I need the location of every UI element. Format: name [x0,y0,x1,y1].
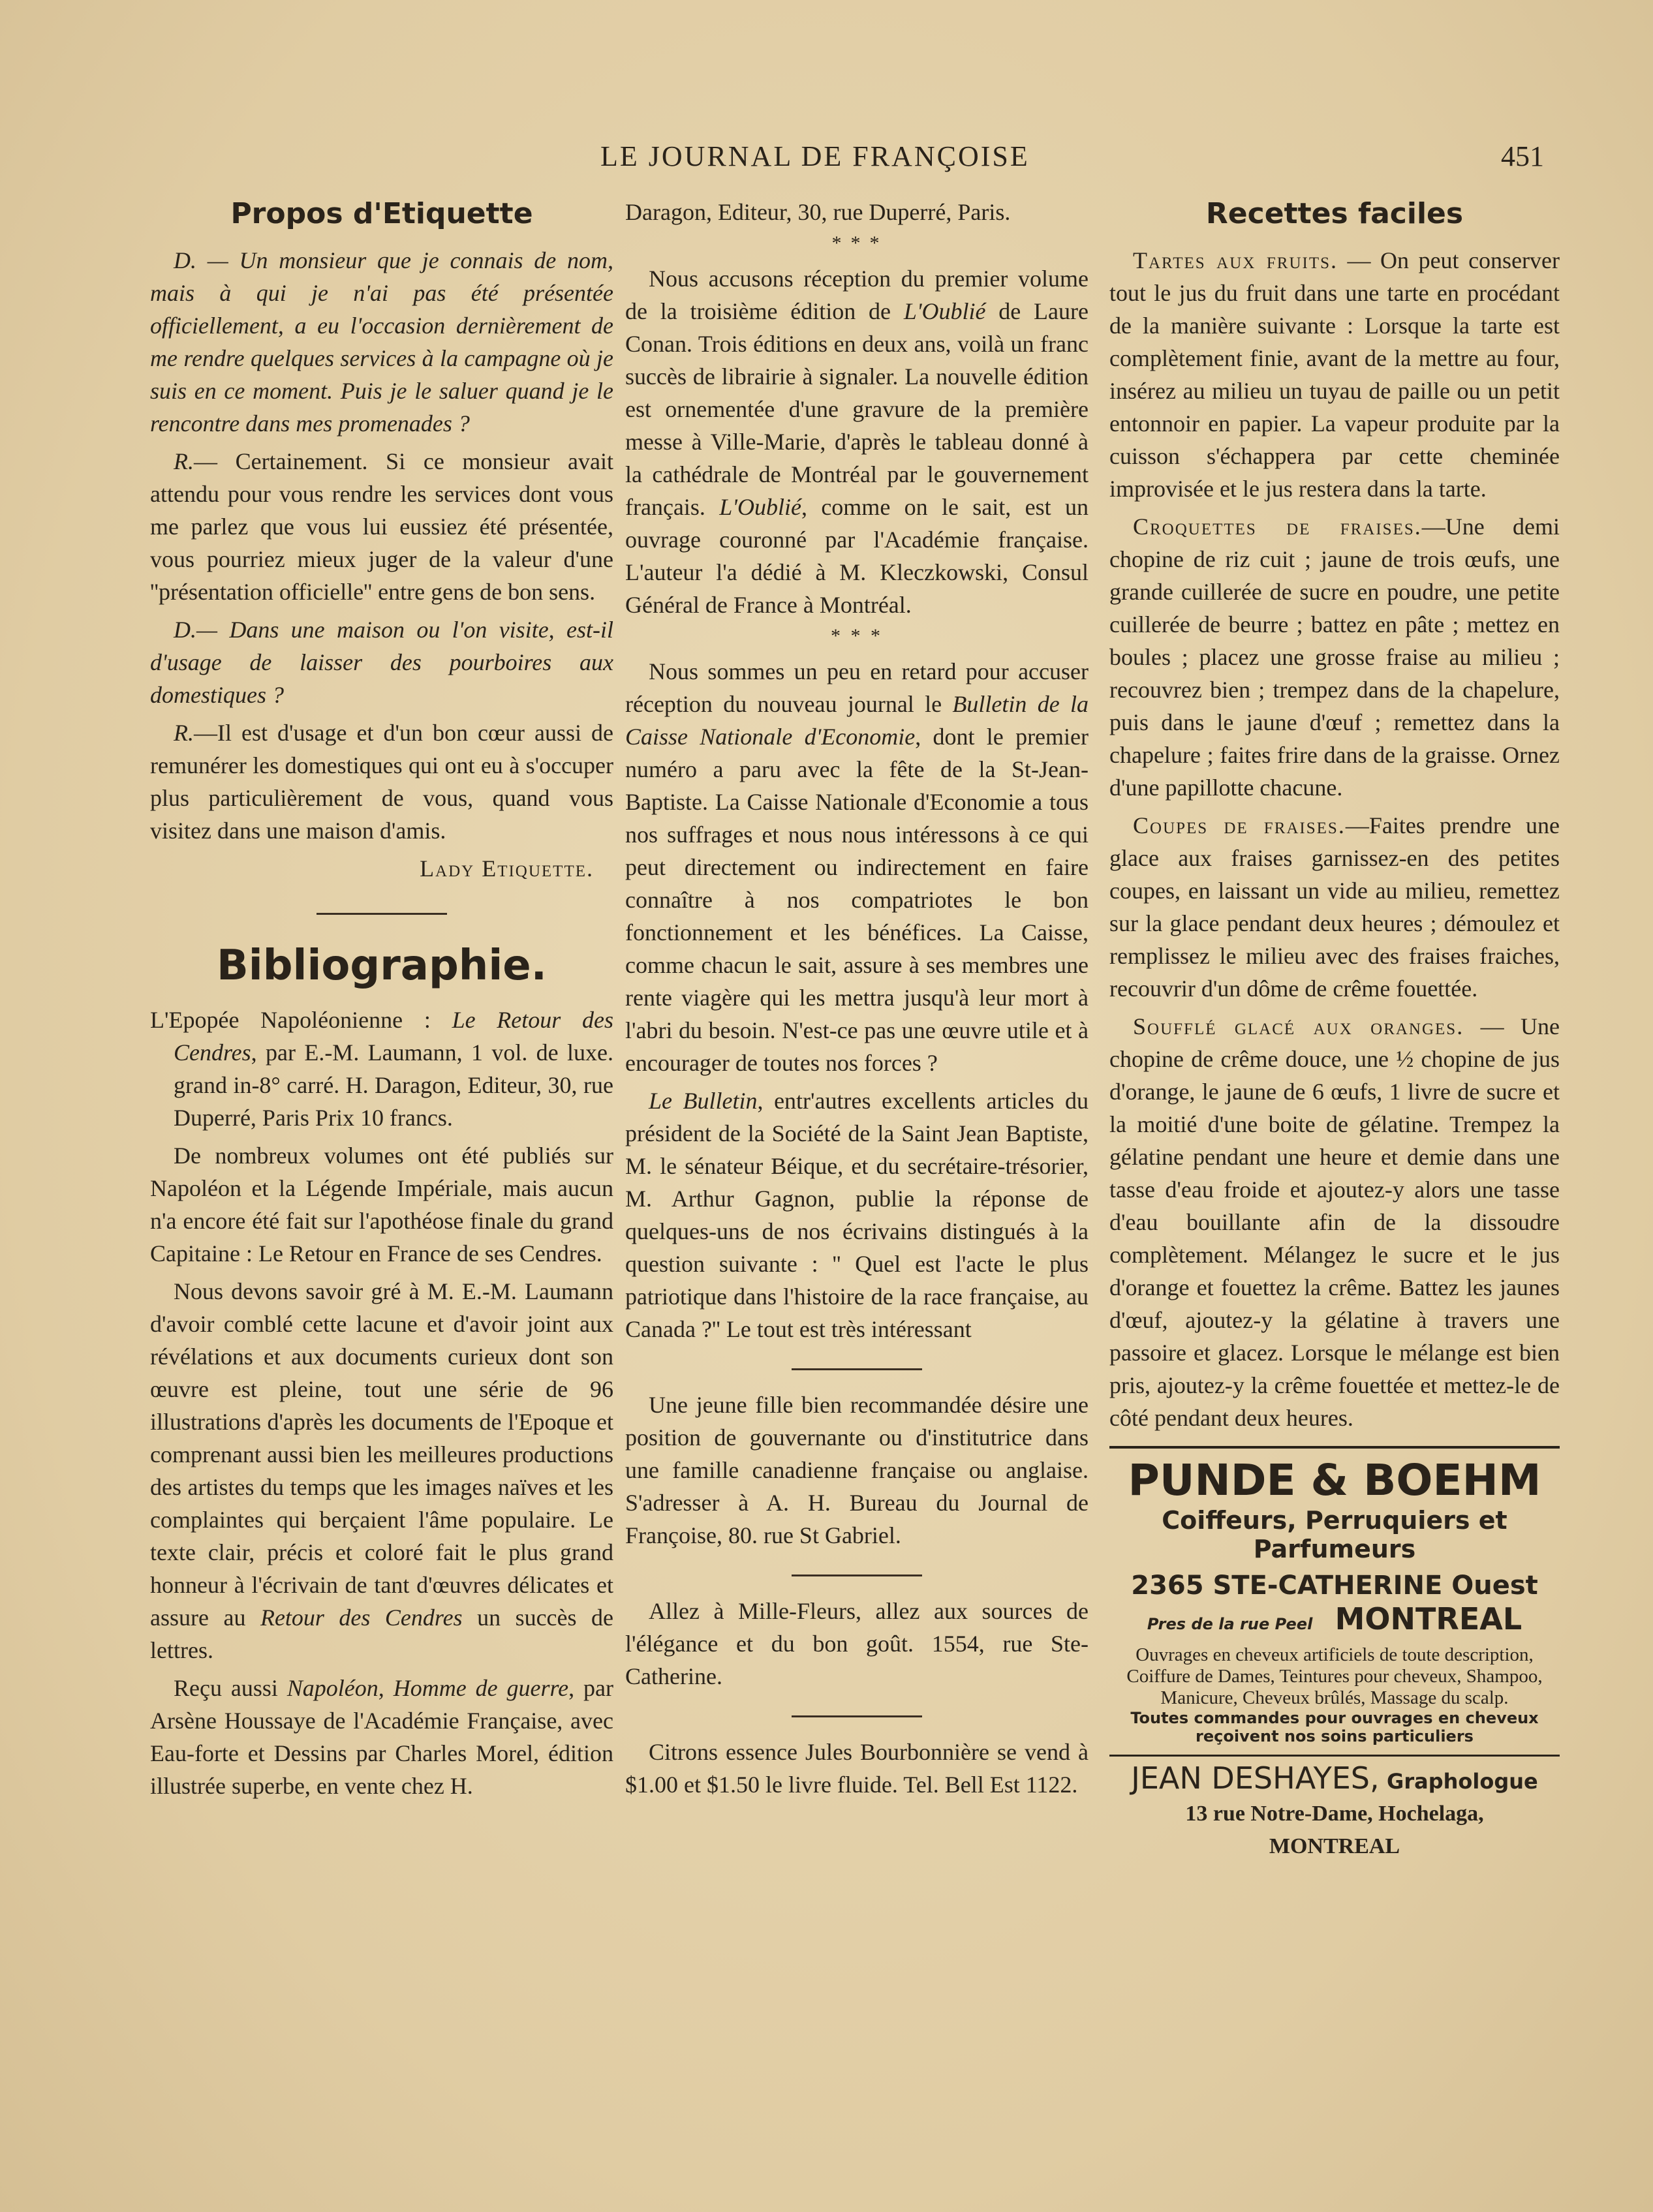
para-text: , dont le premier numéro a paru avec la fête de la St-Jean-Baptiste. La Caisse Nationale d'Economie a tous nos suffrages et nous nous intéressons à ce qui peut directement ou indirectement en faire connaître à nos compatriotes le bon fonctionnement et les bénéfices. La Caisse, comme chacun le sait, assure à ses membres une rente viagère qui les mettra jusqu'à leur mort à l'abri du besoin. N'est-ce pas une œuvre utile et à encourager de toutes nos forces ? [625,724,1089,1076]
recipe-text: — Une chopine de crême douce, une ½ chopine de jus d'orange, le jaune de 6 œufs, 1 livre de sucre et la moitié d'une boite de gélatine. Trempez la gélatine pendant une heure et demie dans une tasse d'eau froide et ajoutez-y alors une tasse d'eau bouillante afin de la dissoudre complètement. Mélangez le sucre et le jus d'orange et fouettez la crême. Battez les jaunes d'œuf, ajoutez-y la gélatine à travers une passoire et glacez. Lorsque le mélange est bien pris, ajoutez-y la crême fouettée et mettez-le de côté pendant deux heures. [1109,1013,1560,1431]
para-text: , comme on le sait, est un ouvrage couronné par l'Académie française. L'auteur l'a dédié à M. Kleczkowski, Consul Général de France à Montréal. [625,494,1089,618]
page-number: 451 [1501,140,1544,172]
advert-pres: Pres de la rue Peel [1147,1615,1313,1633]
answer-text: — Certainement. Si ce monsieur avait attendu pour vous rendre les services dont vous me parlez que vous lui eussiez été présentée, vous pourriez mieux juger de la valeur d'une ''présentation officielle'' entre gens de bon sens. [150,448,613,605]
recettes-title: Recettes faciles [1205,197,1464,230]
advert-location [1109,1603,1560,1640]
book-title: Napoléon, Homme de guerre [286,1675,569,1701]
running-header: LE JOURNAL DE FRANÇOISE [600,140,1030,172]
para-text: Reçu aussi [174,1675,287,1701]
journal-title: Bulletin de la Caisse Nationale d'Economie [625,691,1089,750]
advert-role: Graphologue [1387,1769,1538,1794]
para-text: , par Arsène Houssaye de l'Académie Française, avec Eau-forte et Dessins par Charles Morel, édition illustrée superbe, en vente chez H. [150,1675,614,1799]
recipe-name: Coupes de fraises. [1133,812,1346,838]
recipe-name: Soufflé glacé aux oranges. [1133,1013,1464,1039]
recipe-tartes [1109,244,1560,505]
etiquette-answer-2 [150,716,613,847]
biblio-paragraph-2 [150,1275,613,1667]
asterism: * * * [831,625,883,647]
ornament-divider [625,1557,1089,1590]
book-title: L'Oublié [719,494,801,520]
recipe-text: —Une demi chopine de riz cuit ; jaune de trois œufs, une grande cuillerée de sucre en poudre, une petite cuillerée de beurre ; battez en pâte ; mettez en boules ; placez une grosse fraise au milieu ; recouvrez bien ; trempez dans de la chapelure, puis dans le jaune d'œuf ; remettez dans la chapelure ; faites frire dans de la graisse. Ornez d'une papillotte chacune. [1109,514,1560,801]
advert-description: Ouvrages en cheveux artificiels de toute description, Coiffure de Dames, Teintures pour cheveux, Shampoo, Manicure, Cheveux brûlés, Massage du scalp. [1126,1644,1543,1708]
question-label: D. [174,617,196,643]
entry-text: , par E.-M. Laumann, 1 vol. de luxe. grand in-8° carré. H. Daragon, Editeur, 30, rue Duperré, Paris Prix 10 francs. [174,1039,613,1131]
recipe-croquettes [1109,510,1560,804]
advert-address: 2365 STE-CATHERINE Ouest [1131,1571,1538,1601]
advert-city: MONTREAL [1269,1834,1400,1858]
recipe-coupes [1109,809,1560,1005]
advert-city: MONTREAL [1335,1601,1522,1636]
notice-mille-fleurs: Allez à Mille-Fleurs, allez aux sources de l'élégance et du bon goût. 1554, rue Ste-Catherine. [625,1598,1089,1689]
notice-gouvernante: Une jeune fille bien recommandée désire une position de gouvernante ou d'institutrice dans une famille canadienne française ou anglaise. S'adresser à A. H. Bureau du Journal de Françoise, 80. rue St Gabriel. [625,1392,1089,1548]
answer-label: R. [174,448,194,474]
question-label: D. [174,247,196,273]
entry-title: Le Retour des Cendres [174,1007,614,1066]
para-text: Nous sommes un peu en retard pour accuser réception du nouveau journal le [625,658,1089,717]
advert-deshayes [1109,1755,1560,1863]
etiquette-question-1 [150,244,613,440]
question-text: — Dans une maison ou l'on visite, est-il d'usage de laisser des pourboires aux domestiques ? [150,617,613,708]
asterism: * * * [831,232,882,254]
advert-address: 13 rue Notre-Dame, Hochelaga, [1185,1802,1484,1826]
para-text: Nous devons savoir gré à M. E.-M. Laumann d'avoir comblé cette lacune et d'avoir joint aux révélations et aux documents curieux dont son œuvre est pleine, tout une série de 96 illustrations d'après les documents de l'Epoque et comprenant aussi bien les meilleures productions des artistes du temps que les images naïves et les complaintes qui berçaient l'âme populaire. Le texte clair, précis et coloré fait le plus grand honneur à l'écrivain de tant d'œuvres délicates et assure au [150,1278,613,1631]
recipe-text: — On peut conserver tout le jus du fruit dans une tarte en procédant de la manière suivante : Lorsque la tarte est complètement finie, avant de la mettre au four, insérez au milieu un tuyau de paille ou un petit entonnoir en papier. La vapeur produite par la cuisson s'échappera par cette cheminée improvisée et le jus restera dans la tarte. [1109,247,1560,502]
ornament-divider [150,895,613,928]
para-text: , entr'autres excellents articles du président de la Société de la Saint Jean Baptiste, M. le sénateur Béique, et du secrétaire-trésorier, M. Arthur Gagnon, publie la réponse de quelques-uns de nos écrivains distingués à la question suivante : '' Quel est l'acte le plus patriotique dans l'histoire de la race française, au Canada ?'' Le tout est très intéressant [625,1088,1089,1342]
notice-citrons: Citrons essence Jules Bourbonnière se vend à $1.00 et $1.50 le livre fluide. Tel. Bell Est 1122. [625,1739,1089,1798]
recipe-name: Croquettes de fraises. [1133,514,1422,540]
para-text: de Laure Conan. Trois éditions en deux ans, voilà un franc succès de librairie à signaler. La nouvelle édition est ornementée d'une gravure de la première messe à Ville-Marie, d'après le tableau donné à la cathédrale de Montréal par le gouvernement français. [625,298,1089,520]
para-text: un succès de lettres. [150,1605,614,1663]
etiquette-title: Propos d'Etiquette [230,197,533,230]
biblio-paragraph-5 [625,655,1089,1079]
book-title: L'Oublié [903,298,986,324]
biblio-paragraph-4 [625,262,1089,621]
column-1 [150,196,613,1807]
column-2 [625,196,1089,1806]
biblio-continuation: Daragon, Editeur, 30, rue Duperré, Paris. [625,199,1011,225]
biblio-paragraph-1: De nombreux volumes ont été publiés sur Napoléon et la Légende Impériale, mais aucun n'a encore été fait sur l'apothéose finale du grand Capitaine : Le Retour en France de ses Cendres. [150,1143,613,1267]
advert-note: Toutes commandes pour ouvrages en cheveux reçoivent nos soins particuliers [1130,1709,1539,1745]
advert-name: PUNDE & BOEHM [1128,1455,1541,1505]
entry-text: L'Epopée Napoléonienne : [150,1007,452,1033]
answer-label: R. [174,720,194,746]
ornament-divider [625,1698,1089,1730]
recipe-souffle [1109,1010,1560,1434]
advert-punde-boehm [1109,1446,1560,1745]
advert-subtitle: Coiffeurs, Perruquiers et Parfumeurs [1162,1506,1507,1563]
ornament-divider [625,1351,1089,1383]
biblio-paragraph-3 [150,1672,613,1802]
journal-title: Le Bulletin [649,1088,758,1114]
biblio-paragraph-6 [625,1084,1089,1345]
para-text: Nous accusons réception du premier volume de la troisième édition de [625,266,1089,324]
bibliographie-title: Bibliographie. [217,942,547,990]
recipe-name: Tartes aux fruits. [1133,247,1338,273]
answer-text: —Il est d'usage et d'un bon cœur aussi de remunérer les domestiques qui ont eu à s'occuper plus particulièrement de vous, quand vous visitez dans une maison d'amis. [150,720,613,844]
etiquette-answer-1 [150,445,613,608]
etiquette-question-2 [150,613,613,711]
etiquette-signature: Lady Etiquette. [420,855,594,882]
advert-name: JEAN DESHAYES, [1131,1760,1380,1796]
recipe-text: —Faites prendre une glace aux fraises garnissez-en des petites coupes, en laissant un vide au milieu, remettez sur la glace pendant deux heures ; démoulez et remplissez le milieu avec des fraises fraiches, recouvrir d'un dôme de crême fouettée. [1109,812,1560,1002]
question-text: — Un monsieur que je connais de nom, mais à qui je n'ai pas été présentée officiellement, a eu l'occasion dernièrement de me rendre quelques services à la campagne où je suis en ce moment. Puis je le saluer quand je le rencontre dans mes promenades ? [150,247,613,437]
column-3 [1109,196,1560,1863]
biblio-entry [150,1004,613,1134]
book-title: Retour des Cendres [260,1605,463,1631]
